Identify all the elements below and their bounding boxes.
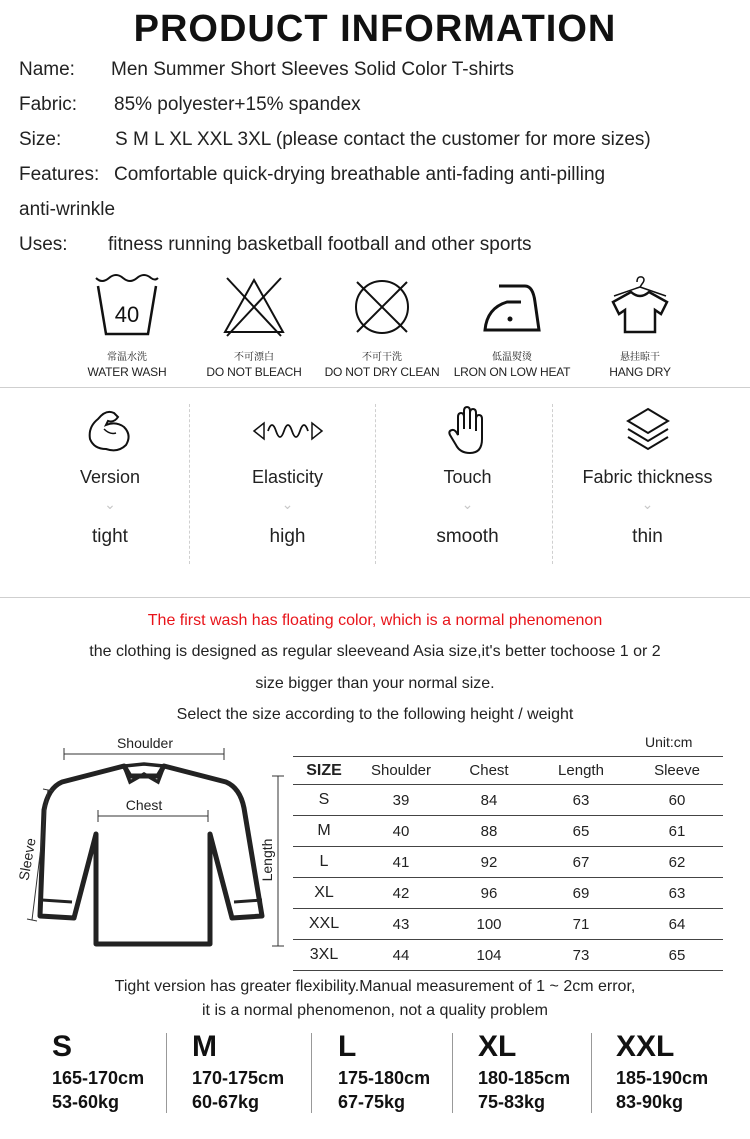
chevron-down-icon: ⌄ — [641, 496, 654, 512]
chevron-down-icon: ⌄ — [281, 496, 294, 512]
care-cn-label: 不可干洗 — [362, 352, 402, 363]
feature-touch — [405, 405, 530, 548]
feature-version — [50, 405, 170, 548]
cell-shoulder: 39 — [355, 785, 447, 816]
cell-size: S — [293, 785, 355, 816]
feature-name: Fabric thickness — [582, 467, 713, 487]
sleeve-label: Sleeve — [15, 836, 39, 882]
hw-separator — [591, 1033, 592, 1113]
table-row — [293, 816, 723, 847]
size-advice-line-1: the clothing is designed as regular sleeveand Asia size,it's better tochoose 1 or 2 — [89, 643, 661, 660]
feature-name: Version — [79, 467, 141, 487]
table-row — [293, 878, 723, 909]
shirt-measurement-diagram — [0, 730, 290, 960]
size-advice-line-2: size bigger than your normal size. — [255, 675, 495, 692]
table-row — [293, 847, 723, 878]
info-features-row — [19, 164, 605, 186]
feature-name: Touch — [443, 467, 492, 487]
care-cn-label: 低温熨烫 — [492, 352, 532, 363]
hand-icon — [442, 405, 494, 457]
hw-col-xxl — [616, 1030, 708, 1113]
care-en-label: WATER WASH — [87, 365, 167, 379]
hang-dry-icon — [605, 272, 675, 342]
care-en-label: DO NOT BLEACH — [206, 365, 302, 379]
feature-elasticity — [225, 405, 350, 548]
col-sleeve: Sleeve — [654, 762, 700, 779]
table-row — [293, 785, 723, 816]
fabric-value: 85% polyester+15% spandex — [114, 94, 361, 115]
col-chest: Chest — [469, 762, 509, 779]
divider — [0, 597, 750, 598]
cell-size: XL — [293, 878, 355, 909]
feature-name: Elasticity — [251, 467, 323, 487]
cell-sleeve: 63 — [631, 878, 723, 909]
cell-size: XXL — [293, 909, 355, 940]
hw-height: 170-175cm — [192, 1068, 285, 1088]
cell-chest: 104 — [447, 940, 531, 971]
care-cn-label: 悬挂晾干 — [620, 352, 660, 363]
hw-col-m — [192, 1030, 284, 1113]
cell-shoulder: 43 — [355, 909, 447, 940]
care-item-no-dry-clean — [317, 272, 447, 379]
feature-fabric-thickness — [565, 405, 730, 548]
hw-col-s — [52, 1030, 144, 1113]
table-row — [293, 909, 723, 940]
size-table — [293, 756, 723, 971]
cell-sleeve: 62 — [631, 847, 723, 878]
uses-label: Uses: — [19, 234, 68, 255]
wash-color-note: The first wash has floating color, which is a normal phenomenon — [147, 612, 603, 629]
hw-weight: 75-83kg — [478, 1092, 546, 1112]
features-label: Features: — [19, 164, 100, 185]
hw-separator — [166, 1033, 167, 1113]
uses-value: fitness running basketball football and other sports — [108, 234, 532, 255]
info-fabric-row — [19, 94, 361, 116]
fabric-label: Fabric: — [19, 94, 78, 115]
cell-size: 3XL — [293, 940, 355, 971]
feature-value: tight — [92, 526, 128, 547]
hw-weight: 53-60kg — [52, 1092, 120, 1112]
chevron-down-icon: ⌄ — [461, 496, 474, 512]
size-label: Size: — [19, 129, 62, 150]
unit-label: Unit:cm — [645, 734, 693, 750]
measurement-note-line-2: it is a normal phenomenon, not a quality problem — [202, 1002, 548, 1019]
features-value: Comfortable quick-drying breathable anti-fading anti-pilling — [114, 164, 606, 185]
name-label: Name: — [19, 59, 75, 80]
hw-weight: 83-90kg — [616, 1092, 684, 1112]
hw-height: 180-185cm — [478, 1068, 571, 1088]
length-label: Length — [259, 838, 275, 882]
hw-size: M — [192, 1030, 217, 1063]
features-value-2: anti-wrinkle — [19, 199, 116, 220]
table-header-row — [293, 757, 723, 785]
muscle-arm-icon — [84, 405, 136, 457]
feature-value: thin — [632, 526, 663, 547]
no-dry-clean-icon — [347, 272, 417, 342]
hw-weight: 60-67kg — [192, 1092, 260, 1112]
cell-length: 65 — [531, 816, 631, 847]
info-size-row — [19, 129, 651, 151]
care-item-water-wash — [62, 272, 192, 379]
cell-size: M — [293, 816, 355, 847]
hw-separator — [311, 1033, 312, 1113]
cell-sleeve: 65 — [631, 940, 723, 971]
cell-chest: 92 — [447, 847, 531, 878]
table-row — [293, 940, 723, 971]
care-item-no-bleach — [189, 272, 319, 379]
hw-size: XL — [478, 1030, 517, 1063]
hw-height: 165-170cm — [52, 1068, 145, 1088]
chevron-down-icon: ⌄ — [104, 496, 116, 512]
chest-label: Chest — [125, 797, 163, 813]
hw-height: 185-190cm — [616, 1068, 709, 1088]
measurement-note-line-1: Tight version has greater flexibility.Manual measurement of 1 ~ 2cm error, — [114, 978, 636, 995]
svg-text:40: 40 — [114, 302, 140, 327]
cell-length: 69 — [531, 878, 631, 909]
care-cn-label: 常温水洗 — [107, 352, 147, 363]
info-name-row — [19, 59, 514, 81]
cell-length: 63 — [531, 785, 631, 816]
cell-size: L — [293, 847, 355, 878]
cell-shoulder: 42 — [355, 878, 447, 909]
layers-icon — [622, 405, 674, 457]
col-size: SIZE — [306, 761, 342, 779]
name-value: Men Summer Short Sleeves Solid Color T-shirts — [111, 59, 515, 80]
feature-value: smooth — [436, 526, 499, 547]
cell-length: 73 — [531, 940, 631, 971]
feature-separator — [375, 404, 376, 564]
spring-icon — [250, 405, 326, 457]
cell-length: 67 — [531, 847, 631, 878]
col-shoulder: Shoulder — [370, 762, 432, 779]
hw-col-xl — [478, 1030, 570, 1113]
cell-chest: 84 — [447, 785, 531, 816]
feature-value: high — [269, 526, 306, 547]
hw-size: S — [52, 1030, 73, 1063]
hw-separator — [452, 1033, 453, 1113]
hw-col-l — [338, 1030, 430, 1113]
cell-shoulder: 41 — [355, 847, 447, 878]
cell-sleeve: 60 — [631, 785, 723, 816]
cell-shoulder: 44 — [355, 940, 447, 971]
iron-low-icon — [477, 272, 547, 342]
care-en-label: DO NOT DRY CLEAN — [324, 365, 440, 379]
no-bleach-icon — [219, 272, 289, 342]
divider — [0, 387, 750, 388]
cell-chest: 96 — [447, 878, 531, 909]
info-uses-row — [19, 234, 532, 256]
shoulder-label: Shoulder — [116, 735, 174, 751]
feature-separator — [189, 404, 190, 564]
care-item-iron-low — [447, 272, 577, 379]
care-item-hang-dry — [575, 272, 705, 379]
care-en-label: LRON ON LOW HEAT — [453, 365, 571, 379]
col-length: Length — [558, 762, 604, 779]
hw-height: 175-180cm — [338, 1068, 431, 1088]
cell-length: 71 — [531, 909, 631, 940]
info-features-row-2 — [19, 199, 115, 221]
cell-shoulder: 40 — [355, 816, 447, 847]
cell-sleeve: 61 — [631, 816, 723, 847]
care-cn-label: 不可漂白 — [234, 352, 274, 363]
cell-chest: 100 — [447, 909, 531, 940]
hw-size: XXL — [616, 1030, 675, 1063]
size-value: S M L XL XXL 3XL (please contact the customer for more sizes) — [115, 129, 651, 150]
wash-tub-icon — [92, 272, 162, 342]
cell-chest: 88 — [447, 816, 531, 847]
hw-size: L — [338, 1030, 357, 1063]
care-en-label: HANG DRY — [609, 365, 671, 379]
feature-separator — [552, 404, 553, 564]
cell-sleeve: 64 — [631, 909, 723, 940]
hw-weight: 67-75kg — [338, 1092, 406, 1112]
page-title: PRODUCT INFORMATION — [133, 8, 617, 50]
size-select-note: Select the size according to the following height / weight — [176, 706, 574, 723]
